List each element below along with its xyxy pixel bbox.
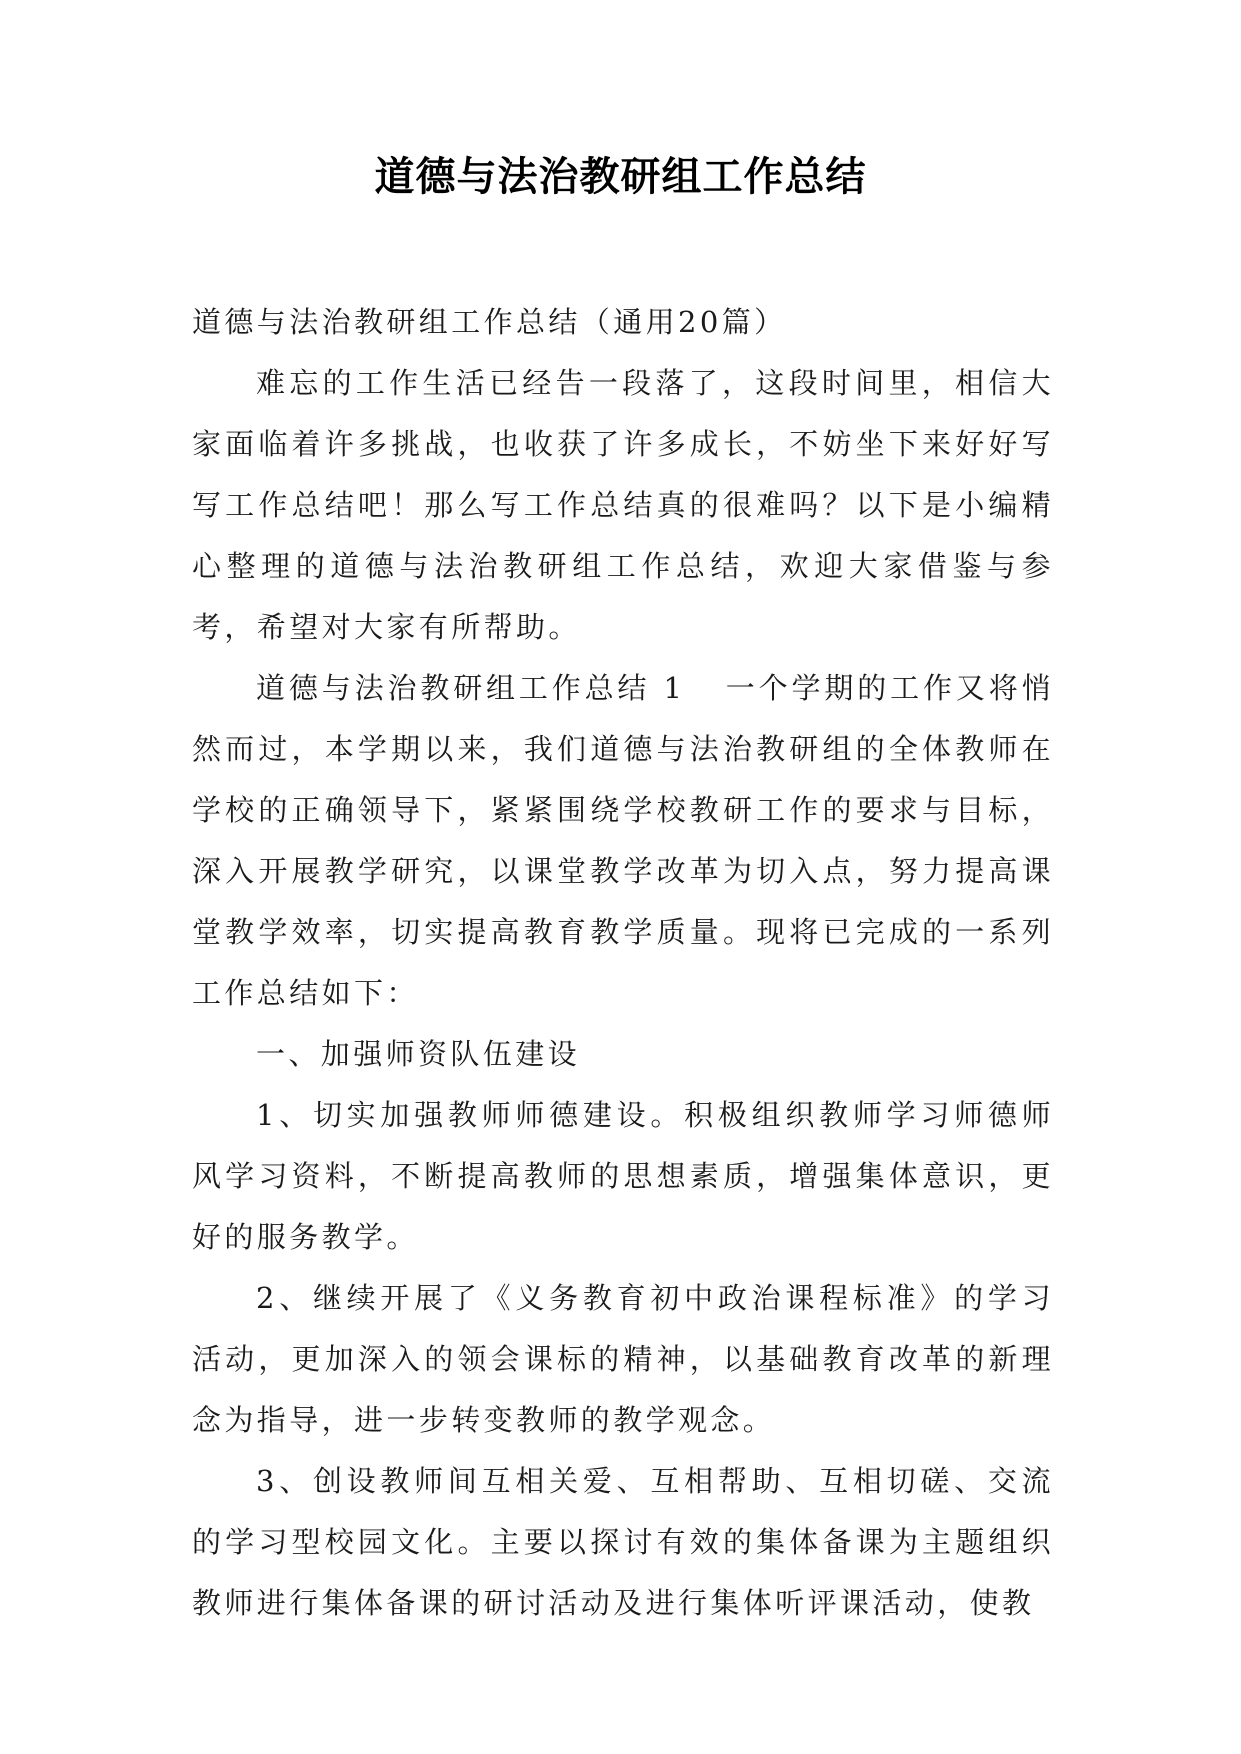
document-subtitle: 道德与法治教研组工作总结（通用20篇） bbox=[192, 305, 787, 339]
item-3-paragraph: 3、创设教师间互相关爱、互相帮助、互相切磋、交流的学习型校园文化。主要以探讨有效的集体备课为主题组织教师进行集体备课的研讨活动及进行集体听评课活动，使教 bbox=[192, 1464, 1054, 1620]
section1-text: 一个学期的工作又将悄然而过，本学期以来，我们道德与法治教研组的全体教师在学校的正确领导下，紧紧围绕学校教研工作的要求与目标，深入开展教学研究，以课堂教学改革为切入点，努力提高课堂教学效率，切实提高教育教学质量。现将已完成的一系列工作总结如下： bbox=[192, 671, 1054, 1010]
section1-heading: 道德与法治教研组工作总结 1 bbox=[256, 671, 686, 705]
item-2-paragraph: 2、继续开展了《义务教育初中政治课程标准》的学习活动，更加深入的领会课标的精神，以基础教育改革的新理念为指导，进一步转变教师的教学观念。 bbox=[192, 1281, 1054, 1437]
section1-paragraph bbox=[192, 658, 1054, 1024]
part1-heading: 一、加强师资队伍建设 bbox=[256, 1037, 581, 1071]
document-body bbox=[192, 292, 1054, 1634]
item-1-paragraph: 1、切实加强教师师德建设。积极组织教师学习师德师风学习资料，不断提高教师的思想素质，增强集体意识，更好的服务教学。 bbox=[192, 1098, 1054, 1254]
document-title: 道德与法治教研组工作总结 bbox=[374, 153, 867, 200]
intro-paragraph: 难忘的工作生活已经告一段落了，这段时间里，相信大家面临着许多挑战，也收获了许多成长，不妨坐下来好好写写工作总结吧！那么写工作总结真的很难吗？以下是小编精心整理的道德与法治教研组工作总结，欢迎大家借鉴与参考，希望对大家有所帮助。 bbox=[192, 366, 1054, 644]
